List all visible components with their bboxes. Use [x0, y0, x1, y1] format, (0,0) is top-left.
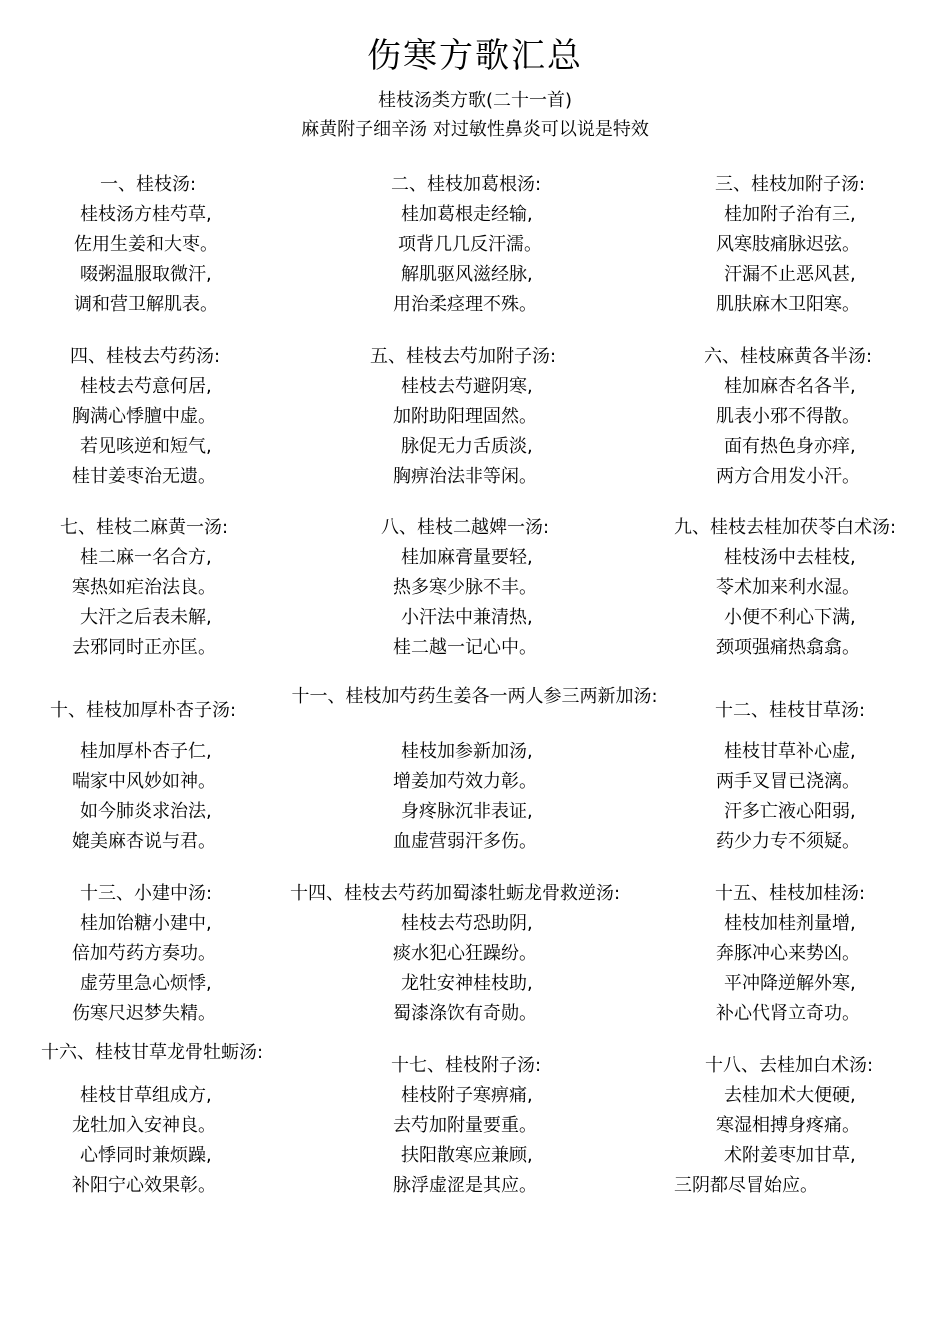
poem-line: 两手叉冒已浇漓。 — [716, 771, 860, 792]
poem-line: 两方合用发小汗。 — [716, 466, 860, 487]
poem-line: 脉促无力舌质淡, — [401, 436, 533, 457]
poem-line: 奔豚冲心来势凶。 — [716, 943, 860, 964]
poem-line: 寒湿相搏身疼痛。 — [716, 1115, 860, 1136]
poem-line: 桂枝甘草组成方, — [80, 1085, 212, 1106]
poem-title: 十二、桂枝甘草汤: — [715, 700, 866, 721]
poem-line: 身疼脉沉非表证, — [401, 801, 533, 822]
section-note: 麻黄附子细辛汤 对过敏性鼻炎可以说是特效 — [301, 119, 649, 140]
poem-line: 加附助阳理固然。 — [393, 406, 537, 427]
poem-line: 痰水犯心狂躁纷。 — [393, 943, 537, 964]
poem-line: 桂加饴糖小建中, — [80, 913, 212, 934]
poem-line: 去邪同时正亦匡。 — [72, 637, 216, 658]
poem-title: 十六、桂枝甘草龙骨牡蛎汤: — [40, 1042, 264, 1063]
poem-title: 十三、小建中汤: — [80, 883, 213, 904]
poem-line: 桂枝附子寒痹痛, — [401, 1085, 533, 1106]
poem-title: 十八、去桂加白术汤: — [705, 1055, 874, 1076]
poem-line: 桂枝加参新加汤, — [401, 741, 533, 762]
poem-line: 去桂加术大便硬, — [724, 1085, 856, 1106]
poem-line: 苓术加来利水湿。 — [716, 577, 860, 598]
poem-line: 桂枝汤方桂芍草, — [80, 204, 212, 225]
poem-line: 桂枝去芍恐助阴, — [401, 913, 533, 934]
poem-line: 龙牡加入安神良。 — [72, 1115, 216, 1136]
poem-line: 小汗法中兼清热, — [401, 607, 533, 628]
poem-line: 风寒肢痛脉迟弦。 — [716, 234, 860, 255]
poem-line: 小便不利心下满, — [724, 607, 856, 628]
poem-title: 十四、桂枝去芍药加蜀漆牡蛎龙骨救逆汤: — [290, 883, 621, 904]
poem-line: 术附姜枣加甘草, — [724, 1145, 856, 1166]
poem-line: 倍加芍药方奏功。 — [72, 943, 216, 964]
poem-line: 喘家中风妙如神。 — [72, 771, 216, 792]
poem-line: 若见咳逆和短气, — [80, 436, 212, 457]
poem-line: 肌肤麻木卫阳寒。 — [716, 294, 860, 315]
poem-line: 桂甘姜枣治无遗。 — [72, 466, 216, 487]
poem-line: 去芍加附量要重。 — [393, 1115, 537, 1136]
poem-line: 增姜加芍效力彰。 — [393, 771, 537, 792]
poem-line: 心悸同时兼烦躁, — [80, 1145, 212, 1166]
poem-line: 虚劳里急心烦悸, — [80, 973, 212, 994]
poem-line: 血虚营弱汗多伤。 — [393, 831, 537, 852]
poem-line: 平冲降逆解外寒, — [724, 973, 856, 994]
poem-title: 九、桂枝去桂加茯苓白术汤: — [674, 517, 897, 538]
poem-line: 药少力专不须疑。 — [716, 831, 860, 852]
poem-line: 寒热如疟治法良。 — [72, 577, 216, 598]
poem-line: 桂枝去芍避阴寒, — [401, 376, 533, 397]
poem-title: 三、桂枝加附子汤: — [715, 174, 866, 195]
poem-line: 肌表小邪不得散。 — [716, 406, 860, 427]
poem-title: 十五、桂枝加桂汤: — [715, 883, 866, 904]
poem-line: 桂二麻一名合方, — [80, 547, 212, 568]
poem-line: 颈项强痛热翕翕。 — [716, 637, 860, 658]
poem-line: 三阴都尽冒始应。 — [674, 1175, 818, 1196]
poem-title: 十一、桂枝加芍药生姜各一两人参三两新加汤: — [291, 686, 658, 707]
poem-line: 胸痹治法非等闲。 — [393, 466, 537, 487]
poem-line: 桂加附子治有三, — [724, 204, 856, 225]
poem-line: 桂加厚朴杏子仁, — [80, 741, 212, 762]
poem-line: 解肌驱风滋经脉, — [401, 264, 533, 285]
poem-line: 啜粥温服取微汗, — [80, 264, 212, 285]
poem-line: 媲美麻杏说与君。 — [72, 831, 216, 852]
poem-line: 大汗之后表未解, — [80, 607, 212, 628]
poem-line: 伤寒尺迟梦失精。 — [72, 1003, 216, 1024]
poem-line: 调和营卫解肌表。 — [74, 294, 218, 315]
poem-line: 用治柔痉理不殊。 — [393, 294, 537, 315]
poem-line: 汗漏不止恶风甚, — [724, 264, 856, 285]
page-title: 伤寒方歌汇总 — [367, 36, 583, 76]
poem-line: 胸满心悸膻中虚。 — [72, 406, 216, 427]
poem-title: 七、桂枝二麻黄一汤: — [60, 517, 229, 538]
poem-line: 龙牡安神桂枝助, — [401, 973, 533, 994]
poem-title: 二、桂枝加葛根汤: — [391, 174, 542, 195]
poem-line: 热多寒少脉不丰。 — [393, 577, 537, 598]
poem-title: 一、桂枝汤: — [100, 174, 197, 195]
poem-line: 桂加葛根走经输, — [401, 204, 533, 225]
poem-line: 如今肺炎求治法, — [80, 801, 212, 822]
poem-line: 蜀漆涤饮有奇勋。 — [393, 1003, 537, 1024]
poem-line: 补阳宁心效果彰。 — [72, 1175, 216, 1196]
poem-line: 扶阳散寒应兼顾, — [401, 1145, 533, 1166]
poem-line: 桂枝汤中去桂枝, — [724, 547, 856, 568]
poem-line: 补心代肾立奇功。 — [716, 1003, 860, 1024]
poem-line: 桂枝甘草补心虚, — [724, 741, 856, 762]
poem-line: 汗多亡液心阳弱, — [724, 801, 856, 822]
poem-title: 十、桂枝加厚朴杏子汤: — [50, 700, 237, 721]
poem-line: 项背几几反汗濡。 — [398, 234, 542, 255]
poem-line: 脉浮虚涩是其应。 — [393, 1175, 537, 1196]
section-subtitle: 桂枝汤类方歌(二十一首) — [377, 90, 573, 111]
poem-title: 四、桂枝去芍药汤: — [70, 346, 221, 367]
poem-line: 桂二越一记心中。 — [393, 637, 537, 658]
poem-line: 佐用生姜和大枣。 — [74, 234, 218, 255]
poem-line: 桂加麻膏量要轻, — [401, 547, 533, 568]
poem-line: 桂枝加桂剂量增, — [724, 913, 856, 934]
poem-title: 十七、桂枝附子汤: — [391, 1055, 542, 1076]
poem-line: 桂加麻杏名各半, — [724, 376, 856, 397]
poem-title: 六、桂枝麻黄各半汤: — [704, 346, 873, 367]
poem-line: 面有热色身亦痒, — [724, 436, 856, 457]
poem-title: 五、桂枝去芍加附子汤: — [370, 346, 557, 367]
poem-title: 八、桂枝二越婢一汤: — [381, 517, 550, 538]
poem-line: 桂枝去芍意何居, — [80, 376, 212, 397]
